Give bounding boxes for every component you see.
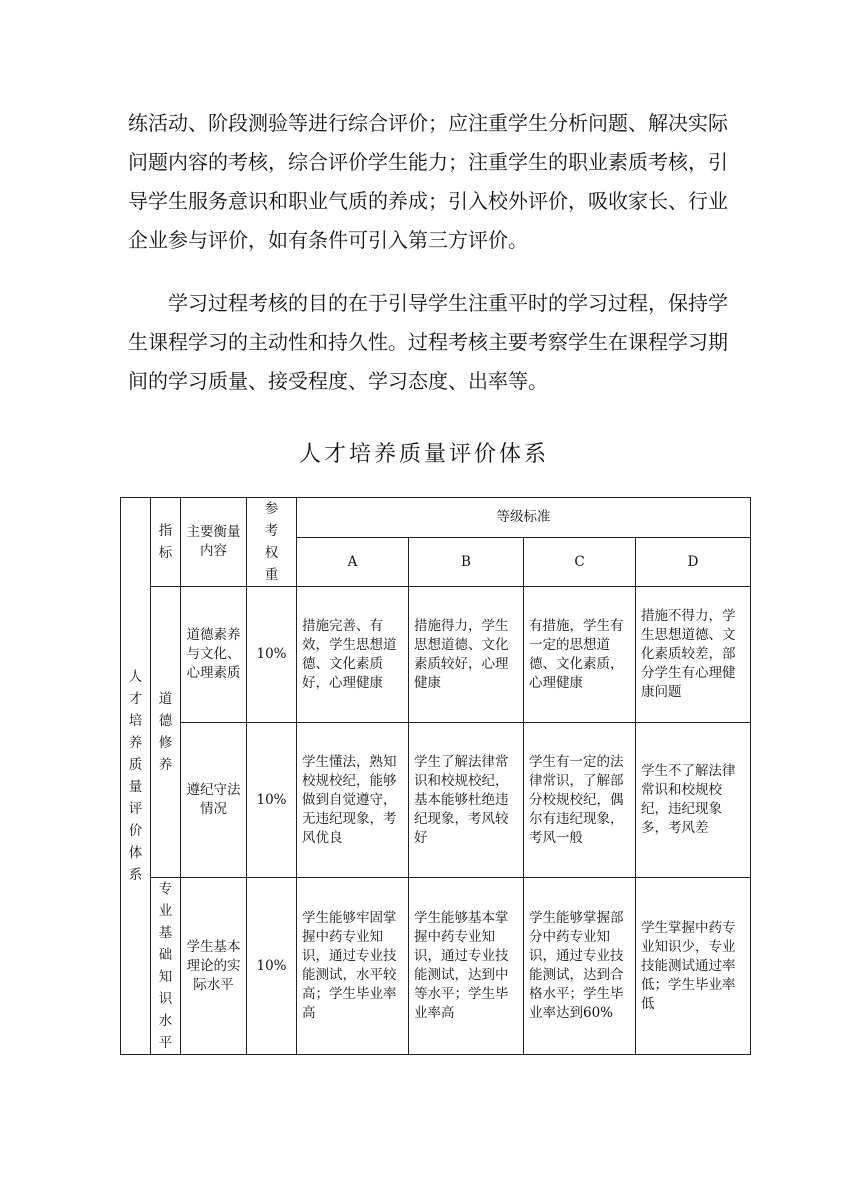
vertical-char: 水 [158,1013,173,1029]
intro-paragraph [128,104,728,260]
grade-b-cell: 学生能够基本掌握中药专业知识，通过专业技能测试，达到中等水平；学生毕业率高 [409,878,524,1055]
paragraph-line: 导学生服务意识和职业气质的养成；引入校外评价，吸收家长、行业 [128,189,728,213]
vertical-char: 重 [264,567,279,583]
paragraph-line: 学习过程考核的目的在于引导学生注重平时的学习过程，保持学 [128,291,728,315]
vertical-char: 培 [128,713,143,729]
header-weight [247,498,297,587]
vertical-char: 标 [158,545,173,561]
vertical-char: 德 [158,713,173,729]
grade-c-cell: 学生能够掌握部分中药专业知识，通过专业技能测试，达到合格水平；学生毕业率达到60% [524,878,636,1055]
paragraph-line: 问题内容的考核，综合评价学生能力；注重学生的职业素质考核，引 [128,150,728,174]
vertical-char: 养 [158,757,173,773]
grade-d-cell: 措施不得力，学生思想道德、文化素质较差，部分学生有心理健康问题 [636,587,751,723]
vertical-char: 知 [158,969,173,985]
table-title: 人才培养质量评价体系 [298,442,549,467]
paragraph-line: 企业参与评价，如有条件可引入第三方评价。 [128,228,528,252]
paragraph-line: 练活动、阶段测验等进行综合评价；应注重学生分析问题、解决实际 [128,111,728,135]
grade-a-cell: 学生懂法，熟知校规校纪，能够做到自觉遵守，无违纪现象，考风优良 [297,723,409,878]
evaluation-table [120,497,751,1055]
vertical-char: 专 [158,881,173,897]
weight-cell: 10% [247,878,297,1055]
header-grade-standard: 等级标准 [297,498,751,538]
table-row [121,587,751,723]
grade-b-cell: 措施得力，学生思想道德、文化素质较好，心理健康 [409,587,524,723]
paragraph-line: 间的学习质量、接受程度、学习态度、出率等。 [128,369,548,393]
header-grade-b: B [409,538,524,587]
weight-cell: 10% [247,723,297,878]
grade-c-cell: 有措施，学生有一定的思想道德、文化素质，心理健康 [524,587,636,723]
grade-a-cell: 措施完善、有效，学生思想道德、文化素质好，心理健康 [297,587,409,723]
grade-c-cell: 学生有一定的法律常识，了解部分校规校纪，偶尔有违纪现象，考风一般 [524,723,636,878]
header-grade-d: D [636,538,751,587]
vertical-char: 价 [128,823,143,839]
vertical-char: 平 [158,1035,173,1051]
content-cell: 遵纪守法情况 [181,723,247,878]
vertical-char: 系 [128,867,143,883]
vertical-char: 质 [128,757,143,773]
vertical-char: 参 [264,501,279,517]
vertical-char: 权 [264,545,279,561]
grade-d-cell: 学生不了解法律常识和校规校纪，违纪现象多，考风差 [636,723,751,878]
paragraph-line: 生课程学习的主动性和持久性。过程考核主要考察学生在课程学习期 [128,330,728,354]
vertical-char: 业 [158,903,173,919]
content-cell: 学生基本理论的实际水平 [181,878,247,1055]
vertical-char: 养 [128,735,143,751]
grade-b-cell: 学生了解法律常识和校规校纪，基本能够杜绝违纪现象，考风较好 [409,723,524,878]
header-grade-a: A [297,538,409,587]
header-content: 主要衡量内容 [181,498,247,587]
vertical-char: 基 [158,925,173,941]
grade-d-cell: 学生掌握中药专业知识少，专业技能测试通过率低；学生毕业率低 [636,878,751,1055]
process-assessment-paragraph [128,284,728,401]
table-row [121,878,751,1055]
vertical-char: 识 [158,991,173,1007]
vertical-char: 指 [158,523,173,539]
vertical-char: 评 [128,801,143,817]
system-label-cell [121,498,151,1055]
vertical-char: 考 [264,523,279,539]
content-cell: 道德素养与文化、心理素质 [181,587,247,723]
vertical-char: 人 [128,669,143,685]
vertical-char: 才 [128,691,143,707]
vertical-char: 础 [158,947,173,963]
vertical-char: 量 [128,779,143,795]
indicator-professional [151,878,181,1055]
header-indicator [151,498,181,587]
vertical-char: 修 [158,735,173,751]
indicator-moral [151,587,181,878]
grade-a-cell: 学生能够牢固掌握中药专业知识，通过专业技能测试，水平较高；学生毕业率高 [297,878,409,1055]
header-grade-c: C [524,538,636,587]
weight-cell: 10% [247,587,297,723]
vertical-char: 道 [158,691,173,707]
vertical-char: 体 [128,845,143,861]
table-row [121,723,751,878]
